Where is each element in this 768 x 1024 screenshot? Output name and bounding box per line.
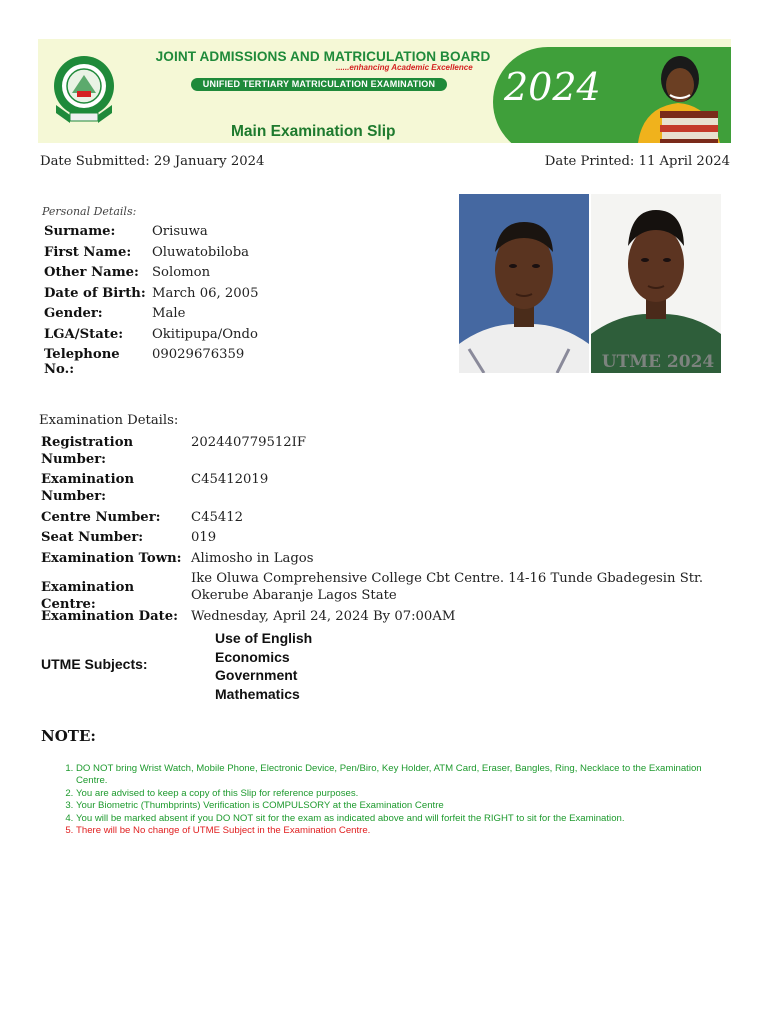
jamb-crest-logo (50, 53, 118, 125)
field-value: Oluwatobiloba (152, 244, 250, 260)
seat-number-label: Seat Number: (41, 530, 144, 545)
field-label: LGA/State: (44, 326, 124, 342)
subject-item: Government (215, 667, 298, 683)
exam-centre-value: Ike Oluwa Comprehensive College Cbt Centre. 14-16 Tunde Gbadegesin Str. Okerube Abaranje Lagos State (191, 571, 704, 603)
utme-subjects-list (215, 629, 312, 703)
subject-item: Mathematics (215, 685, 300, 702)
field-value: 09029676359 (152, 347, 245, 362)
centre-number-value: C45412 (191, 510, 244, 525)
exam-date-label: Examination Date: (41, 609, 178, 624)
exam-centre-label: Examination Centre: (41, 580, 135, 612)
exam-town-value: Alimosho in Lagos (191, 551, 314, 566)
field-label: First Name: (44, 244, 132, 260)
registration-number-label: Registration Number: (41, 435, 134, 467)
note-item-warning: 5. There will be No change of UTME Subject in the Examination Centre. (76, 825, 731, 837)
field-value: Okitipupa/Ondo (152, 326, 258, 342)
centre-number-label: Centre Number: (41, 510, 161, 525)
personal-row-lga-state (44, 327, 258, 348)
exam-number-label: Examination Number: (41, 472, 135, 504)
registration-number-value: 202440779512IF (191, 435, 307, 450)
candidate-capture-photo (591, 194, 721, 373)
field-value: March 06, 2005 (152, 285, 259, 301)
utme-watermark: UTME 2024 (601, 352, 715, 372)
slip-title: Main Examination Slip (231, 123, 396, 140)
field-label: Telephone No.: (44, 347, 120, 377)
personal-details-table (44, 224, 259, 377)
exam-town-label: Examination Town: (41, 551, 182, 566)
subject-item: Economics (215, 648, 290, 665)
field-value: Male (152, 306, 186, 321)
note-item: 2. You are advised to keep a copy of this Slip for reference purposes. (76, 788, 731, 800)
exam-details-heading: Examination Details: (39, 413, 179, 428)
note-item: 4. You will be marked absent if you DO NOT sit for the exam as indicated above and will forfeit the RIGHT to sit for the Examination. (76, 813, 731, 825)
banner-year: 2024 (504, 65, 601, 109)
field-label: Gender: (44, 306, 103, 321)
field-label: Other Name: (44, 265, 139, 280)
personal-details-heading: Personal Details: (42, 205, 137, 218)
exam-name-pill: UNIFIED TERTIARY MATRICULATION EXAMINATION (191, 78, 447, 91)
date-printed: Date Printed: 11 April 2024 (544, 154, 730, 169)
seat-number-value: 019 (191, 530, 217, 545)
note-list (40, 763, 731, 837)
field-label: Surname: (44, 224, 116, 239)
field-value: Orisuwa (152, 224, 208, 239)
date-submitted: Date Submitted: 29 January 2024 (40, 154, 265, 169)
personal-row-surname (44, 224, 258, 245)
note-item: 3. Your Biometric (Thumbprints) Verification is COMPULSORY at the Examination Centre (76, 800, 731, 812)
personal-row-gender (44, 306, 258, 327)
field-value: Solomon (152, 265, 211, 280)
personal-row-first-name (44, 245, 258, 266)
utme-subjects-label: UTME Subjects: (41, 656, 148, 672)
personal-row-other-name (44, 265, 258, 286)
candidate-registration-photo (459, 194, 589, 373)
personal-row-dob (44, 286, 258, 307)
note-item: 1. DO NOT bring Wrist Watch, Mobile Phone, Electronic Device, Pen/Biro, Key Holder, ATM Card, Eraser, Bangles, Ring, Necklace to the Examination Centre. (76, 763, 731, 788)
exam-number-value: C45412019 (191, 472, 269, 487)
header-banner (38, 39, 731, 143)
board-name: JOINT ADMISSIONS AND MATRICULATION BOARD (155, 49, 491, 64)
subject-item: Use of English (215, 630, 313, 646)
field-label: Date of Birth: (44, 285, 146, 301)
board-tagline: ......enhancing Academic Excellence (336, 63, 473, 72)
exam-date-value: Wednesday, April 24, 2024 By 07:00AM (191, 609, 456, 624)
student-with-books-illustration (598, 45, 731, 143)
personal-row-telephone (44, 347, 258, 377)
note-heading: NOTE: (41, 727, 96, 745)
